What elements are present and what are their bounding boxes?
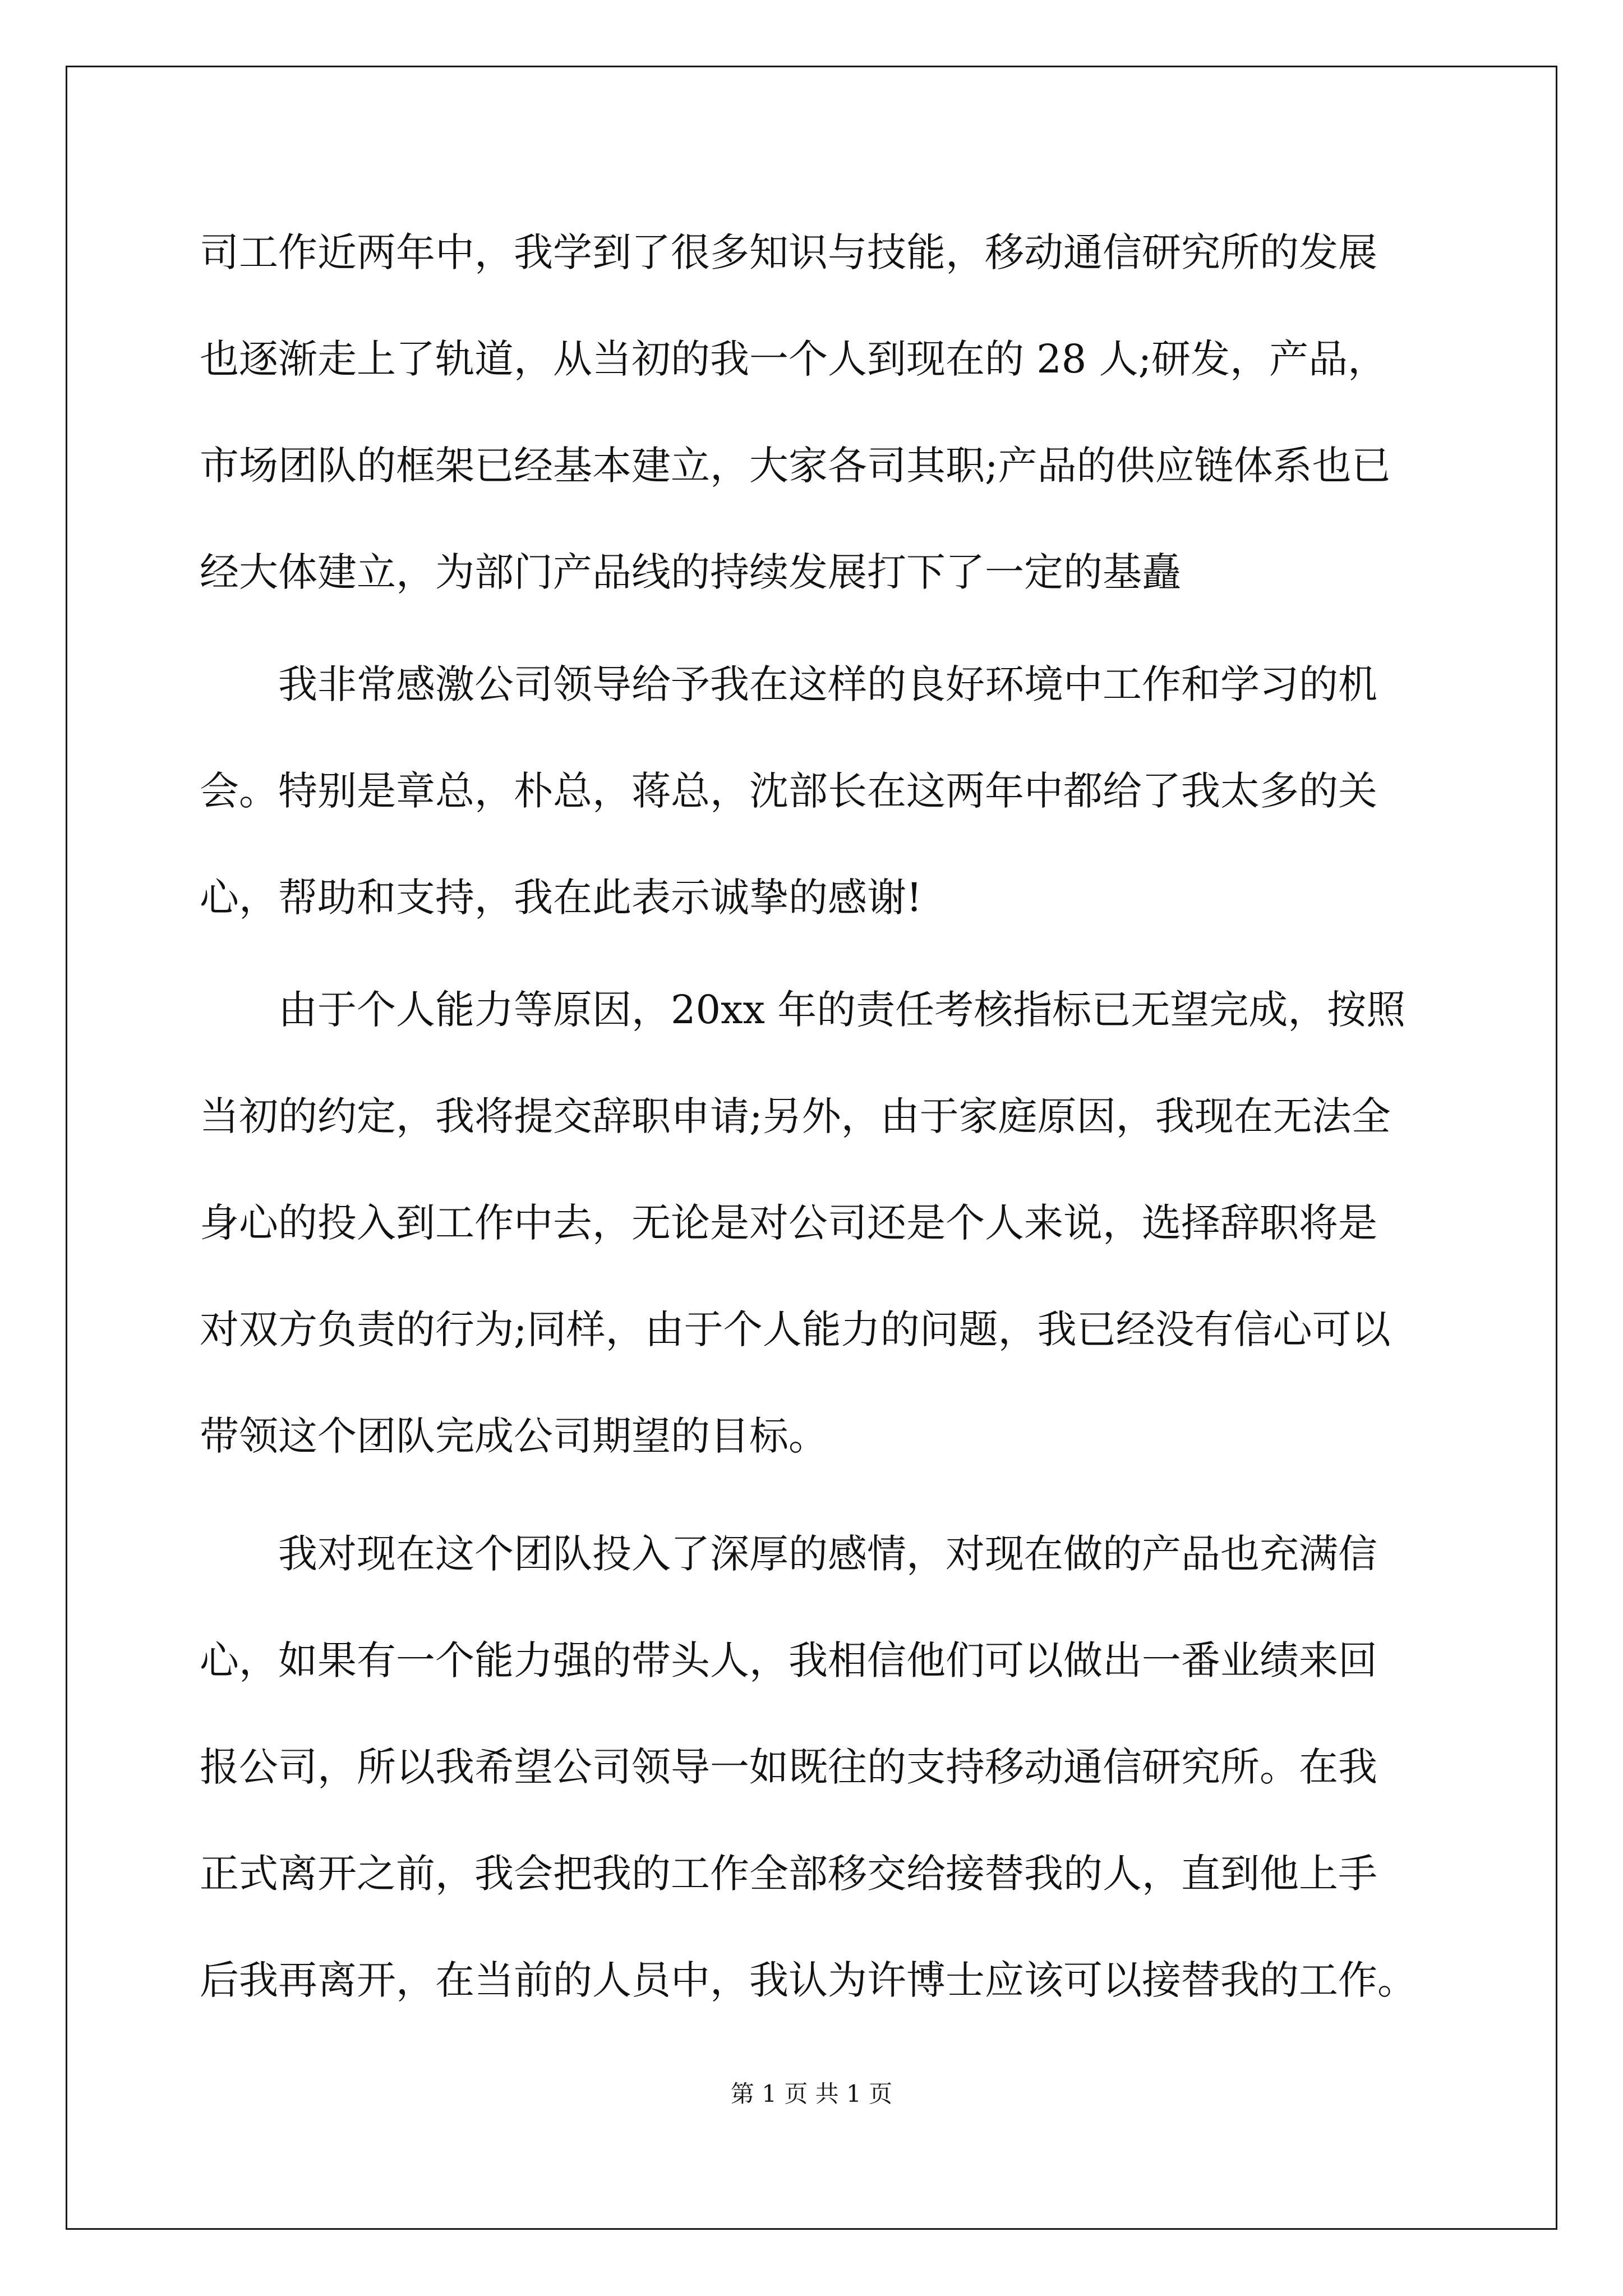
body-line: 带领这个团队完成公司期望的目标。 xyxy=(200,1413,828,1459)
body-line: 对双方负责的行为;同样，由于个人能力的问题，我已经没有信心可以 xyxy=(200,1306,1391,1352)
body-line: 心，帮助和支持，我在此表示诚挚的感谢! xyxy=(200,875,923,921)
body-line: 会。特别是章总，朴总，蒋总，沈部长在这两年中都给了我太多的关 xyxy=(200,768,1377,814)
paragraph-first-line: 由于个人能力等原因，20xx 年的责任考核指标已无望完成，按照 xyxy=(278,987,1406,1033)
body-line: 报公司，所以我希望公司领导一如既往的支持移动通信研究所。在我 xyxy=(200,1744,1377,1790)
body-line: 市场团队的框架已经基本建立，大家各司其职;产品的供应链体系也已 xyxy=(200,443,1391,489)
paragraph-first-line: 我对现在这个团队投入了深厚的感情，对现在做的产品也充满信 xyxy=(278,1531,1377,1577)
body-line: 正式离开之前，我会把我的工作全部移交给接替我的人，直到他上手 xyxy=(200,1851,1377,1897)
body-line: 后我再离开，在当前的人员中，我认为许博士应该可以接替我的工作。 xyxy=(200,1957,1417,2003)
body-line: 经大体建立，为部门产品线的持续发展打下了一定的基矗 xyxy=(200,549,1181,595)
body-line: 也逐渐走上了轨道，从当初的我一个人到现在的 28 人;研发，产品， xyxy=(200,336,1387,382)
body-line: 司工作近两年中，我学到了很多知识与技能，移动通信研究所的发展 xyxy=(200,229,1377,275)
body-line: 当初的约定，我将提交辞职申请;另外，由于家庭原因，我现在无法全 xyxy=(200,1093,1391,1139)
body-line: 心，如果有一个能力强的带头人，我相信他们可以做出一番业绩来回 xyxy=(200,1637,1377,1683)
page-border xyxy=(66,66,1557,2230)
paragraph-first-line: 我非常感激公司领导给予我在这样的良好环境中工作和学习的机 xyxy=(278,661,1377,707)
body-line: 身心的投入到工作中去，无论是对公司还是个人来说，选择辞职将是 xyxy=(200,1200,1377,1246)
page-number-footer: 第 1 页 共 1 页 xyxy=(730,2080,893,2108)
